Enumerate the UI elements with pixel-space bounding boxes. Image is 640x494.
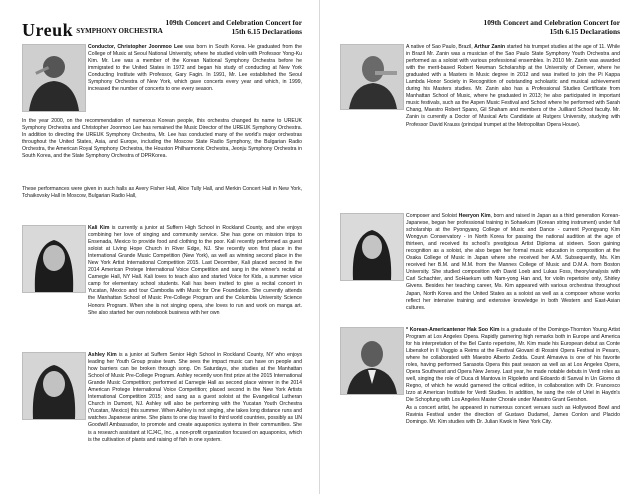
bio-hak-soo-kim (406, 327, 620, 426)
concert-title-right-line2: 15th 6.15 Declarations (549, 27, 620, 36)
left-page-header (22, 18, 302, 40)
kali-kim-bio-text: is currently a junior at Suffern High School in Rockland County, and she enjoys combining her love of singing and community service. She has gone on mission trips to Ensenada, Mexico to provide food and clothing to the poor. Kali recently performed as guest soloist at Living Hope Church in River Edge, NJ. She recently won first place in the International Grande Music Competition (New York), as well as winning second place in the New York Artist International Competition 2015. Last December, Kali placed second in the 2014 American Protege International Voice Competition and sang in the winner's recital at Carnegie Hall, NY Hall. Kali loves to teach also and started Voice for Kids, a summer voice camp for elementary school students. Kali has been invited to give a recital concert in Yucatan, Mexico and tour Cambodia with Music for One Foundation. She currently attends the Manhattan School of Music Pre-College Program and the Columbia University Science Honors Program. When she is not singing opera, she loves to run and work on manga art. She also started her own notebook business with her own (88, 225, 302, 316)
ashley-kim-photo (22, 352, 86, 420)
concert-title (166, 18, 303, 36)
bio-conductor-p2: In the year 2000, on the recommendation of numerous Korean people, this orchestra changed its name to UREUK Symphony Orchestra and Christopher Joonmoo Lee has remained the Music Director of the UREUK Symphony Orchestra. In addition to directing the UREUK Symphony Orchestra, Mr. Lee has conducted many of the world's major orchestras throughout the United States, Asia, and Europe, including the Moscow State Radio Symphony, the Bulgarian Radio Orchestra, the American Royal Symphony Orchestra, the Houston Philharmonic Orchestra, Jeonju Symphony Orchestra in South Korea, and the State Symphony Orchestra of DPRKorea. (22, 118, 302, 160)
arthur-zanin-intro: A native of Sao Paulo, Brazil, (406, 44, 475, 50)
arthur-zanin-name: Arthur Zanin (474, 44, 506, 50)
conductor-bio-text: was born in South Korea. He graduated from the College of Music at Seoul National University, where he studied violin with Professor Yong-Ku Kim. Mr. Lee was a member of the Korean National Symphony Orchestra before he immigrated to the United States in 1972 and began his study of conducting at New York Conducting Institute with Professor, Gary Fagin. In 1991, Mr. Lee established the Seoul Symphony Orchestra of New York, which gave concerts every year and which, in 1999, increased the number of concerts to one every season. (88, 44, 302, 93)
ashley-kim-bio-text: is a junior at Suffern Senior High School in Rockland County, NY who enjoys leading her Youth Group praise team. She sees the impact music can have on people and how barriers can be broken through song. On Saturdays, she studies at the Manhattan School of Music Pre-College Program. Ashley recently won first prize at the 2015 International Grande Music Competition; performed at Carnegie Hall as second place winner in the 2014 American Protege International Voice Competition; placed second in the New York Artists International Competition 2015; and sang as a guest soloist at the Evangelical Lutheran Church in Dumont, NJ. Ashley will also be performing with the Yucatan Youth Orchestra (Yucatan, Mexico) this summer. When Ashley is not singing, she takes long distance runs and watches Japanese anime. She plans to one day travel to third world countries, possibly as UN Goodwill Ambassador, to promote and create aquaponics systems in their communities. She is a research assistant at ICJ4C, Inc., a non-profit organization focused on aquaponics, which is the cultivation of plants and raising of fish in one system. (88, 352, 303, 443)
concert-title-right-line1: 109th Concert and Celebration Concert for (483, 18, 620, 27)
heeryon-kim-bio-text: , born and raised in Japan as a third generation Korean-Japanese, began her professional training in Sohaekum (Korean string instrument) under full scholarship at the Pyongyang College of Music and Dance - current Pyongyang Kim Wongyun Conservatory - in North Korea for passing the national audition at the age of thirteen, and received its school's prestigious Artist Diploma at sixteen. Soon gaining recognition as a soloist, she also began her formal music education in composition at the Osaka College of Music in Japan where she received her A.M. Subsequently, Ms. Kim received her B.M. and M.M. from the Mannes College of Music and D.M.A. from Boston University. She studied composition with David Loeb and Lukas Foss, theory/analysis with Carl Schachter, and SoHaekum with Nam-yong Han and, for violin repertoire only, Shirley Givens. Besides her teaching career, Ms. Kim appeared with various orchestras throughout Japan, North Korea and the United States as a soloist as well as a composer whose works reflect her intensive training and extensive knowledge in both Western and East-Asian cultures. (406, 213, 620, 311)
heeryon-kim-photo (340, 213, 404, 281)
heeryon-kim-name: Heeryon Kim (458, 213, 491, 219)
hak-soo-kim-bio-text: is a graduate of the Domingo-Thornton Young Artist Program at Los Angeles Opera. Rapidly garnering high remarks both in Europe and America for his interpretation of the Bel Canto repertoire, Mr. Kim made his European debut as Conte Libenskof in Il Viaggio a Reims at the Festival Giovani di Rossini Opera Festival in Pesaro, where he collaborated with Maestro Alberto Zedda. Count Almaviva is one of his favorite roles, having performed Sarasota Opera this past season as well as at Los Angeles Opera, Opera Southwest and Opera New Jersey. Last year, he made notable debuts in Verdi roles as well, singing the role of Duca di Mantova in Rigoletto and Edoardo di Sanval in Un Giorno di Regno, of which he would garnered the critical edition, in collaboration with Dr. Francesco Izzo at American Institute for Verdi Studies. In addition, he sang the role of Uriel in Haydn's Die Schopfung with Los Angeles Master Chorale under Maestro Grant Gershon. (406, 327, 620, 404)
right-page-header (338, 18, 620, 40)
bio-ashley-kim (88, 352, 302, 444)
bio-heeryon-kim (406, 213, 620, 312)
heeryon-kim-intro: Composer and Soloist (406, 213, 459, 219)
hak-soo-kim-photo (340, 327, 404, 395)
hak-soo-kim-bio-text-2: As a concert artist, he appeared in numerous concert venues such as Hollywood Bowl and Ravinia Festival under the direction of Gustavo Dudamel, James Conlon and Placido Domingo. Mr. Kim studies with Dr. Julian Kwok in New York City. (406, 404, 620, 425)
concert-title-right (484, 18, 621, 36)
conductor-photo (22, 44, 86, 112)
concert-title-line1: 109th Concert and Celebration Concert for (165, 18, 302, 27)
right-page (320, 0, 640, 494)
concert-title-line2: 15th 6.15 Declarations (231, 27, 302, 36)
orchestra-logo (22, 20, 163, 41)
ashley-kim-name: Ashley Kim (88, 352, 117, 358)
bio-kali-kim (88, 225, 302, 317)
logo-mark: Ureuk (22, 20, 74, 40)
arthur-zanin-photo (340, 44, 404, 110)
bio-conductor-p3: These performances were given in such halls as Avery Fisher Hall, Alice Tully Hall, and Merkin Concert Hall in New York, Tchaikovsky Hall in Moscow, Bulgarian Radio Hall, (22, 186, 302, 200)
hak-soo-kim-name: * Korean-Americantenor Hak Soo Kim (406, 327, 500, 333)
kali-kim-name: Kali Kim (88, 225, 110, 231)
bio-conductor-p1 (88, 44, 302, 93)
logo-subtitle: SYMPHONY ORCHESTRA (76, 27, 163, 35)
conductor-name: Conductor, Christopher Joonmoo Lee (88, 44, 183, 50)
bio-arthur-zanin (406, 44, 620, 129)
kali-kim-photo (22, 225, 86, 293)
arthur-zanin-bio-text: started his trumpet studies at the age of 11. While in Brazil Mr. Zanin was a musician of the Sao Paulo State Symphony Youth Orchestra and performed as a soloist with various professional ensembles. In 2010 Mr. Zanin was awarded with the merit-based Robert Newman Scholarship at the University of Denver, where he graduated with a Masters in Music degree in 2012 and was invited to join the Pi Kappa Lambda Honor Society in Recognition of outstanding scholastic and musical achievement during his Masters studies. Mr. Zanin also has a Professional Studies Certificate from Manhattan School of Music, where he graduated in 2013; he also participated in important music festivals, such as the Aspen Music Festival and School where he performed with Sarah Chang, Maestro Robert Spano, Gil Shaham and members of the Juilliard School faculty. Mr. Zanin is currently a Doctor of Musical Arts Candidate at Rutgers University, studying with Professor David Krauss (principal trumpet at the Metropolitan Opera House). (406, 44, 620, 128)
